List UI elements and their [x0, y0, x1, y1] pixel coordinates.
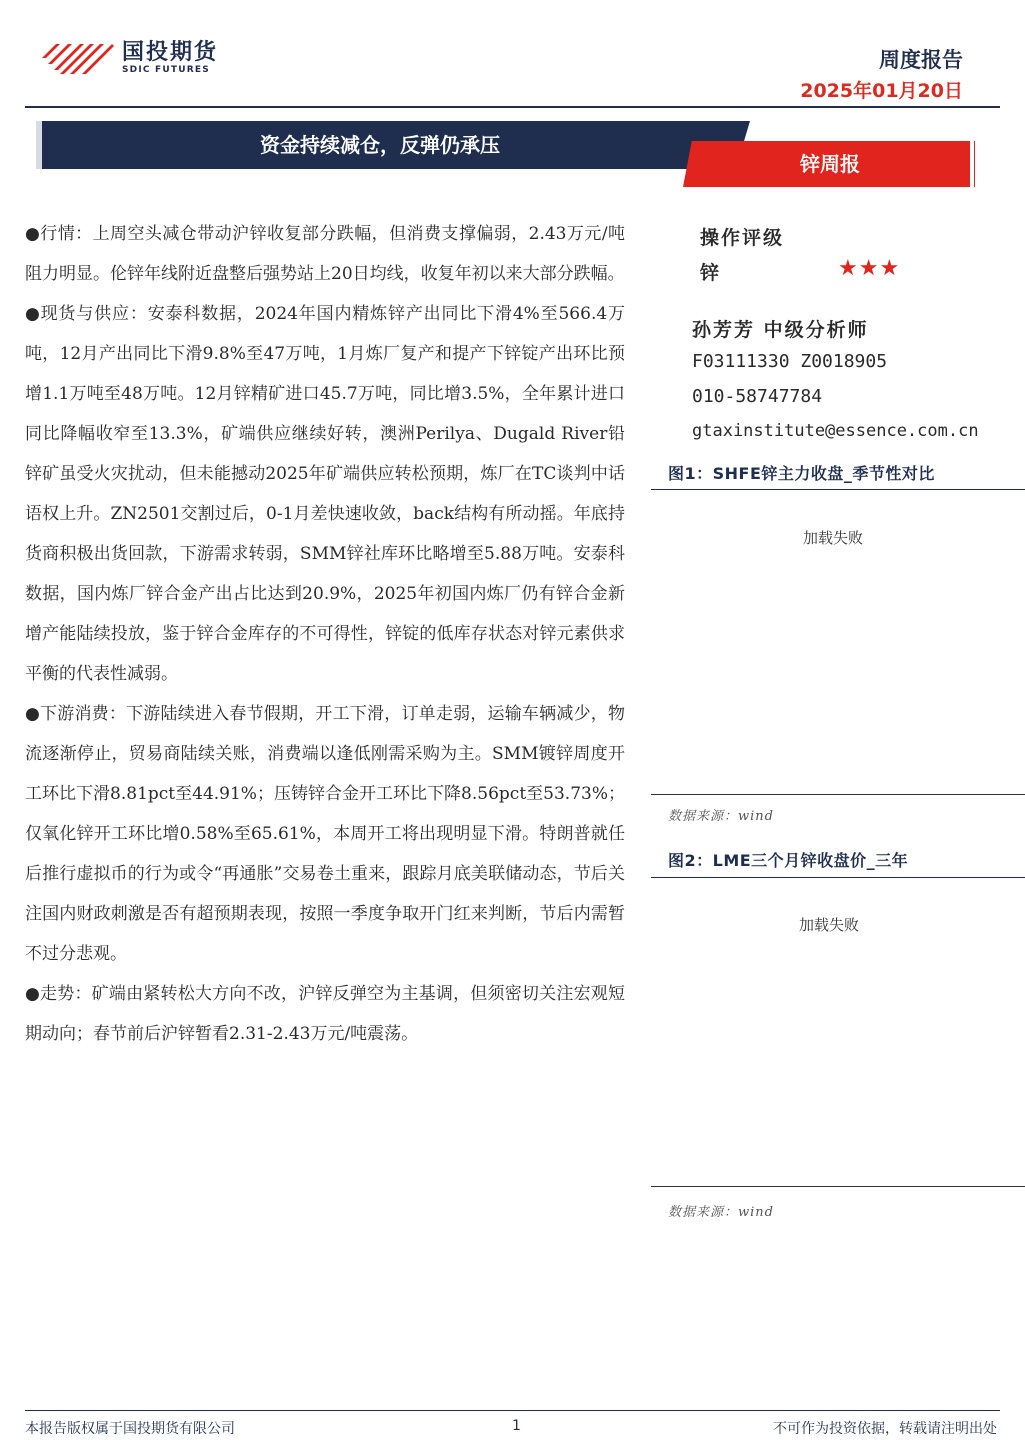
figure-2-rule — [651, 877, 1025, 878]
report-title: 资金持续减仓，反弹仍承压 — [260, 133, 500, 157]
paragraph-trend: ●走势：矿端由紧转松大方向不改，沪锌反弹空为主基调，但须密切关注宏观短期动向；春节前后沪锌暂看2.31-2.43万元/吨震荡。 — [25, 984, 625, 1044]
title-banner-accent — [36, 121, 42, 169]
analyst-email: gtaxinstitute@essence.com.cn — [692, 421, 979, 441]
page-number: 1 — [512, 1418, 521, 1434]
analyst-license: F03111330 Z0018905 — [692, 351, 888, 372]
figure-2-bottom-rule — [651, 1186, 1025, 1187]
report-date: 2025年01月20日 — [800, 80, 963, 102]
figure-1-bottom-rule — [651, 794, 1025, 795]
report-type: 周度报告 — [879, 48, 963, 72]
analyst-phone: 010-58747784 — [692, 386, 823, 407]
footer-copyright: 本报告版权属于国投期货有限公司 — [25, 1421, 235, 1437]
rating-label: 操作评级 — [700, 227, 785, 249]
figure-1-title: 图1：SHFE锌主力收盘_季节性对比 — [668, 464, 935, 483]
category-tag: 锌周报 — [800, 152, 860, 176]
header-divider — [25, 106, 1000, 108]
logo-en-text: SDIC FUTURES — [122, 64, 210, 75]
analyst-name: 孙芳芳 中级分析师 — [692, 319, 869, 341]
figure-2-source: 数据来源：wind — [668, 1205, 774, 1220]
figure-2-title: 图2：LME三个月锌收盘价_三年 — [668, 851, 909, 870]
category-banner-edge — [970, 141, 974, 187]
logo-cn-text: 国投期货 — [122, 39, 219, 65]
paragraph-supply: ●现货与供应：安泰科数据，2024年国内精炼锌产出同比下滑4%至566.4万吨，12月产出同比下滑9.8%至47万吨，1月炼厂复产和提产下锌锭产出环比预增1.1万吨至48万吨。12月锌精矿进口45.7万吨，同比增3.5%，全年累计进口同比降幅收窄至13.3%，矿端供应继续好转，澳洲Perilya、Dugald River铅锌矿虽受火灾扰动，但未能撼动2025年矿端供应转松预期，炼厂在TC谈判中话语权上升。ZN2501交割过后，0-1月差快速收敛，back结构有所动摇。年底持货商积极出货回款，下游需求转弱，SMM锌社库环比略增至5.88万吨。安泰科数据，国内炼厂锌合金产出占比达到20.9%，2025年初国内炼厂仍有锌合金新增产能陆续投放，鉴于锌合金库存的不可得性，锌锭的低库存状态对锌元素供求平衡的代表性减弱。 — [25, 304, 625, 684]
paragraph-market: ●行情：上周空头减仓带动沪锌收复部分跌幅，但消费支撑偏弱，2.43万元/吨阻力明显。伦锌年线附近盘整后强势站上20日均线，收复年初以来大部分跌幅。 — [25, 224, 625, 284]
figure-1-source: 数据来源：wind — [668, 809, 774, 824]
footer-disclaimer: 不可作为投资依据，转载请注明出处 — [773, 1421, 997, 1437]
rating-item: 锌 — [700, 262, 720, 284]
paragraph-consumption: ●下游消费：下游陆续进入春节假期，开工下滑，订单走弱，运输车辆减少，物流逐渐停止，贸易商陆续关账，消费端以逢低刚需采购为主。SMM镀锌周度开工环比下滑8.81pct至44.91%；压铸锌合金开工环比下降8.56pct至53.73%；仅氧化锌开工环比增0.58%至65.61%，本周开工将出现明显下滑。特朗普就任后推行虚拟币的行为或令“再通胀”交易卷土重来，跟踪月底美联储动态，节后关注国内财政刺激是否有超预期表现，按照一季度争取开门红来判断，节后内需暂不过分悲观。 — [25, 704, 625, 964]
figure-2-placeholder: 加载失败 — [799, 916, 860, 934]
body-text — [25, 214, 625, 1054]
rating-stars-icon: ★★★ — [838, 256, 901, 281]
company-logo — [42, 40, 218, 76]
logo-mark-icon — [42, 40, 114, 76]
figure-1-placeholder: 加载失败 — [803, 529, 864, 547]
footer-divider — [25, 1410, 1000, 1411]
figure-1-rule — [651, 489, 1025, 490]
